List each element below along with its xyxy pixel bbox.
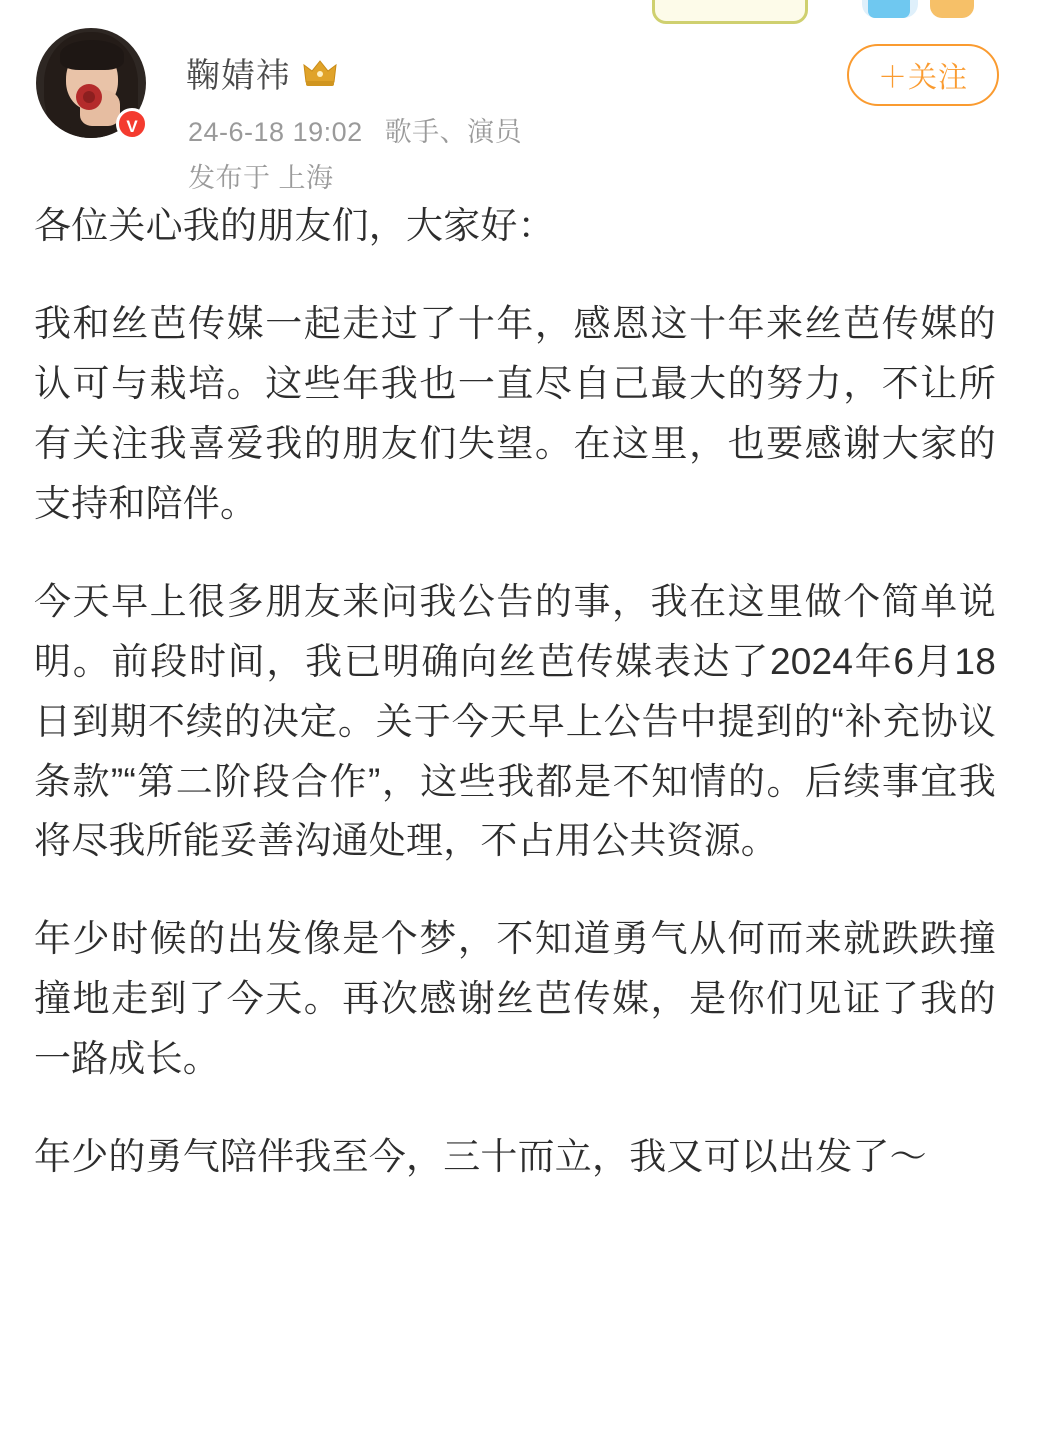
post-paragraph: 今天早上很多朋友来问我公告的事，我在这里做个简单说明。前段时间，我已明确向丝芭传媒表达了2024年6月18日到期不续的决定。关于今天早上公告中提到的“补充协议条款”“第二阶段合作”，这些我都是不知情的。后续事宜我将尽我所能妥善沟通处理，不占用公共资源。 xyxy=(34,580,996,862)
post-paragraph: 各位关心我的朋友们，大家好： xyxy=(34,205,555,246)
post-location: 发布于 上海 xyxy=(188,163,334,193)
post-paragraph: 年少时候的出发像是个梦，不知道勇气从何而来就跌跌撞撞地走到了今天。再次感谢丝芭传媒，是你们见证了我的一路成长。 xyxy=(34,918,996,1080)
post-meta xyxy=(188,110,522,149)
post-paragraph: 年少的勇气陪伴我至今，三十而立，我又可以出发了～ xyxy=(34,1136,927,1178)
blue-sticker-icon xyxy=(868,0,910,18)
sticker-bubble-1 xyxy=(652,0,808,24)
crown-icon xyxy=(303,58,337,88)
verified-badge-icon: V xyxy=(116,108,148,140)
sticker-bubble-3 xyxy=(926,0,982,18)
post-paragraph: 我和丝芭传媒一起走过了十年，感恩这十年来丝芭传媒的认可与栽培。这些年我也一直尽自己最大的努力，不让所有关注我喜爱我的朋友们失望。在这里，也要感谢大家的支持和陪伴。 xyxy=(34,302,996,524)
author-tags[interactable]: 歌手、演员 xyxy=(384,117,523,147)
sticker-bubble-2 xyxy=(862,0,918,18)
post-header xyxy=(0,22,1041,193)
fist-emoji-icon xyxy=(930,0,974,18)
avatar[interactable] xyxy=(36,28,146,138)
author-name[interactable]: 鞠婧祎 xyxy=(186,57,291,95)
author-name-row[interactable] xyxy=(186,48,337,97)
follow-button[interactable]: ＋关注 xyxy=(847,44,999,106)
post-timestamp: 24-6-18 19:02 xyxy=(188,117,363,147)
post-content xyxy=(34,196,996,1187)
